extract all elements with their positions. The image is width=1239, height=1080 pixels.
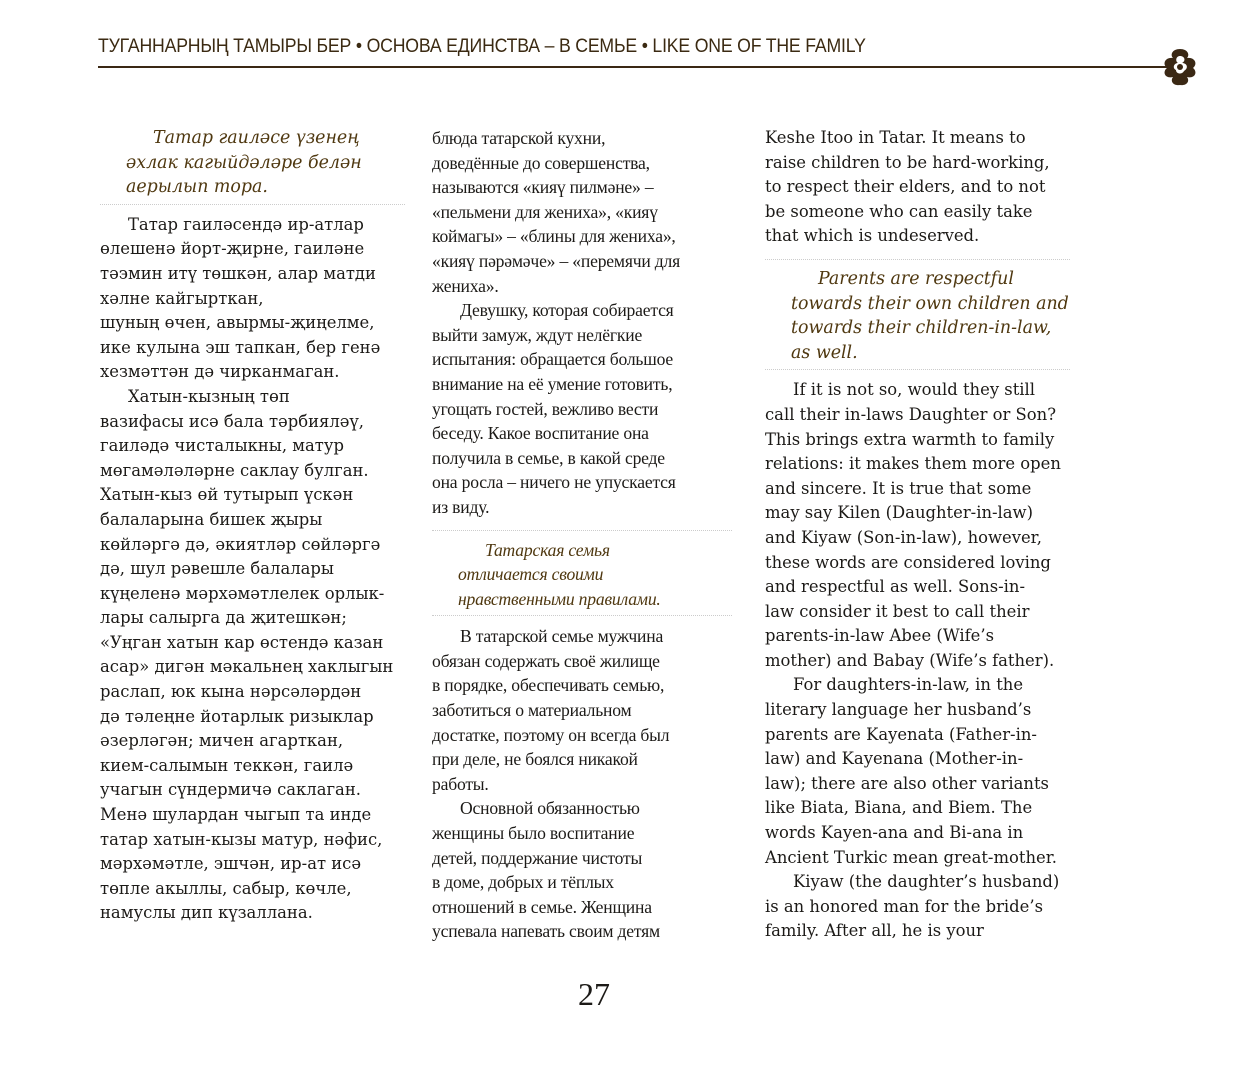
text-line: law); there are also other variants [765,773,1049,793]
text-line: хәлне кайгырткан, [100,288,264,308]
text-line: көйләргә дә, әкиятләр сөйләргә [100,534,381,554]
text-line: Татар гаиләсендә ир-атлар [128,214,364,234]
text-line: For daughters-in-law, in the [793,675,1024,695]
section-heading [765,259,1070,370]
header-rule [98,66,1170,68]
text-line: хезмәттән дә чирканмаган. [100,362,340,382]
text-line: and respectful as well. Sons-in- [765,577,1025,597]
text-line: If it is not so, would they still [793,380,1036,400]
text-line: This brings extra warmth to family [765,429,1055,449]
text-line: as well. [791,342,858,363]
text-line: жениха». [432,275,499,296]
tatar-floral-ornament-icon [1160,46,1200,88]
text-line: балаларына бишек җыры [100,509,323,529]
text-line: тәэмин итү төшкән, алар матди [100,263,376,283]
paragraph [765,870,1070,944]
text-line: law consider it best to call their [765,601,1030,621]
paragraph [432,624,732,796]
text-line: «пельмени для жениха», «кияү [432,201,658,222]
text-line: Татарская семья [485,539,610,560]
text-line: Parents are respectful [818,268,1014,289]
paragraph [100,385,405,926]
text-line: Kiyaw (the daughter’s husband) [793,872,1060,892]
text-line: and Kiyaw (Son-in-law), however, [765,527,1042,547]
section-heading [432,530,732,617]
text-line: дә тәлеңне йотарлык ризыклар [100,706,374,726]
text-line: в доме, добрых и тёплых [432,872,614,893]
text-line: these words are considered loving [765,552,1051,572]
text-line: из виду. [432,496,490,517]
text-line: испытания: обращается большое [432,349,673,370]
text-line: әхлак кагыйдәләре белән [126,152,362,173]
paragraph [765,126,1070,249]
page-number: 27 [578,976,610,1012]
text-line: выйти замуж, ждут нелёгкие [432,324,643,345]
section-heading [100,126,405,205]
text-line: блюда татарской кухни, [432,128,606,148]
paragraph [432,126,732,298]
text-line: may say Kilen (Daughter-in-law) [765,503,1033,523]
text-line: коймагы» – «блины для жениха», [432,226,676,247]
text-line: raise children to be hard-working, [765,152,1050,172]
text-line: женщины было воспитание [432,823,635,844]
text-line: называются «кияү пилмәне» – [432,177,654,198]
text-line: parents-in-law Abee (Wife’s [765,626,995,646]
text-line: parents are Kayenata (Father-in- [765,724,1037,744]
column-tatar [100,126,405,926]
text-line: әзерләгән; мичен агарткан, [100,731,344,751]
text-line: заботиться о материальном [432,700,632,721]
text-line: family. After all, he is your [765,921,984,941]
text-line: that which is undeserved. [765,226,980,246]
text-line: аерылып тора. [126,177,268,198]
text-line: отношений в семье. Женщина [432,896,652,917]
text-line: be someone who can easily take [765,201,1033,221]
text-line: towards their own children and [791,293,1069,314]
text-line: работы. [432,773,489,794]
text-line: учагын сүндермичә саклаган. [100,780,361,800]
paragraph [432,796,732,944]
text-line: Основной обязанностью [460,798,640,819]
paragraph [100,213,405,385]
text-line: Девушку, которая собирается [460,300,674,321]
text-line: в порядке, обеспечивать семью, [432,675,665,696]
text-line: and sincere. It is true that some [765,478,1032,498]
text-line: towards their children-in-law, [791,318,1052,339]
paragraph [432,298,732,519]
text-line: like Biata, Biana, and Biem. The [765,798,1033,818]
text-line: доведённые до совершенства, [432,152,650,173]
text-line: лары салырга да җитешкән; [100,608,347,628]
text-line: мөгамәләләрне саклау булган. [100,460,369,480]
text-line: Хатын-кызның төп [128,386,290,406]
text-line: татар хатын-кызы матур, нәфис, [100,829,383,849]
text-line: relations: it makes them more open [765,454,1061,474]
text-line: асар» дигән мәкальнең хаклыгын [100,657,394,677]
text-line: Хатын-кыз өй тутырып үскән [100,485,354,505]
text-line: при деле, не боялся никакой [432,749,638,770]
text-line: төпле акыллы, сабыр, көчле, [100,878,352,898]
text-line: is an honored man for the bride’s [765,896,1043,916]
text-line: внимание на её умение готовить, [432,373,673,394]
text-line: намуслы дип күзаллана. [100,903,313,923]
text-line: шуның өчен, авырмы-җиңелме, [100,313,375,333]
text-line: mother) and Babay (Wife’s father). [765,650,1055,670]
text-line: Keshe Itoo in Tatar. It means to [765,128,1026,147]
paragraph [765,673,1070,870]
text-line: «Уңган хатын кар өстендә казан [100,632,384,652]
text-line: получила в семье, в какой среде [432,447,665,468]
text-line: обязан содержать своё жилище [432,650,660,671]
text-line: to respect their elders, and to not [765,177,1046,197]
text-line: өлешенә йорт-җирне, гаиләне [100,239,365,259]
text-line: күңеленә мәрхәмәтлелек орлык- [100,583,385,603]
text-line: детей, поддержание чистоты [432,847,643,868]
text-line: Ancient Turkic mean great-mother. [765,847,1057,867]
text-line: literary language her husband’s [765,700,1032,720]
text-line: Менә шулардан чыгып та инде [100,805,372,825]
column-russian [432,126,732,944]
text-line: law) and Kayenana (Mother-in- [765,749,1024,769]
text-line: беседу. Какое воспитание она [432,423,649,444]
text-line: call their in-laws Daughter or Son? [765,404,1056,424]
text-line: «кияү пәрәмәче» – «перемячи для [432,250,681,271]
text-line: успевала напевать своим детям [432,921,660,942]
column-english [765,126,1070,944]
text-line: раслап, юк кына нәрсәләрдән [100,682,362,702]
text-line: угощать гостей, вежливо вести [432,398,659,419]
text-line: нравственными правилами. [458,588,661,609]
text-line: дә, шул рәвешле балалары [100,559,334,579]
text-line: мәрхәмәтле, эшчән, ир-ат исә [100,854,362,874]
text-line: В татарской семье мужчина [460,626,664,647]
text-line: она росла – ничего не упускается [432,472,676,493]
text-line: words Kayen-ana and Bi-ana in [765,823,1024,843]
text-line: достатке, поэтому он всегда был [432,724,670,745]
text-line: ике кулына эш тапкан, бер генә [100,337,381,357]
text-line: Татар гаиләсе үзенең [153,128,360,148]
running-header: ТУГАННАРНЫҢ ТАМЫРЫ БЕР • ОСНОВА ЕДИНСТВА – В СЕМЬЕ • LIKE ONE OF THE FAMILY [98,36,866,57]
text-line: гаиләдә чисталыкны, матур [100,436,344,456]
text-line: кием-салымын теккән, гаилә [100,755,354,775]
paragraph [765,378,1070,673]
text-line: вазифасы исә бала тәрбияләү, [100,411,364,431]
text-line: отличается своими [458,564,604,585]
